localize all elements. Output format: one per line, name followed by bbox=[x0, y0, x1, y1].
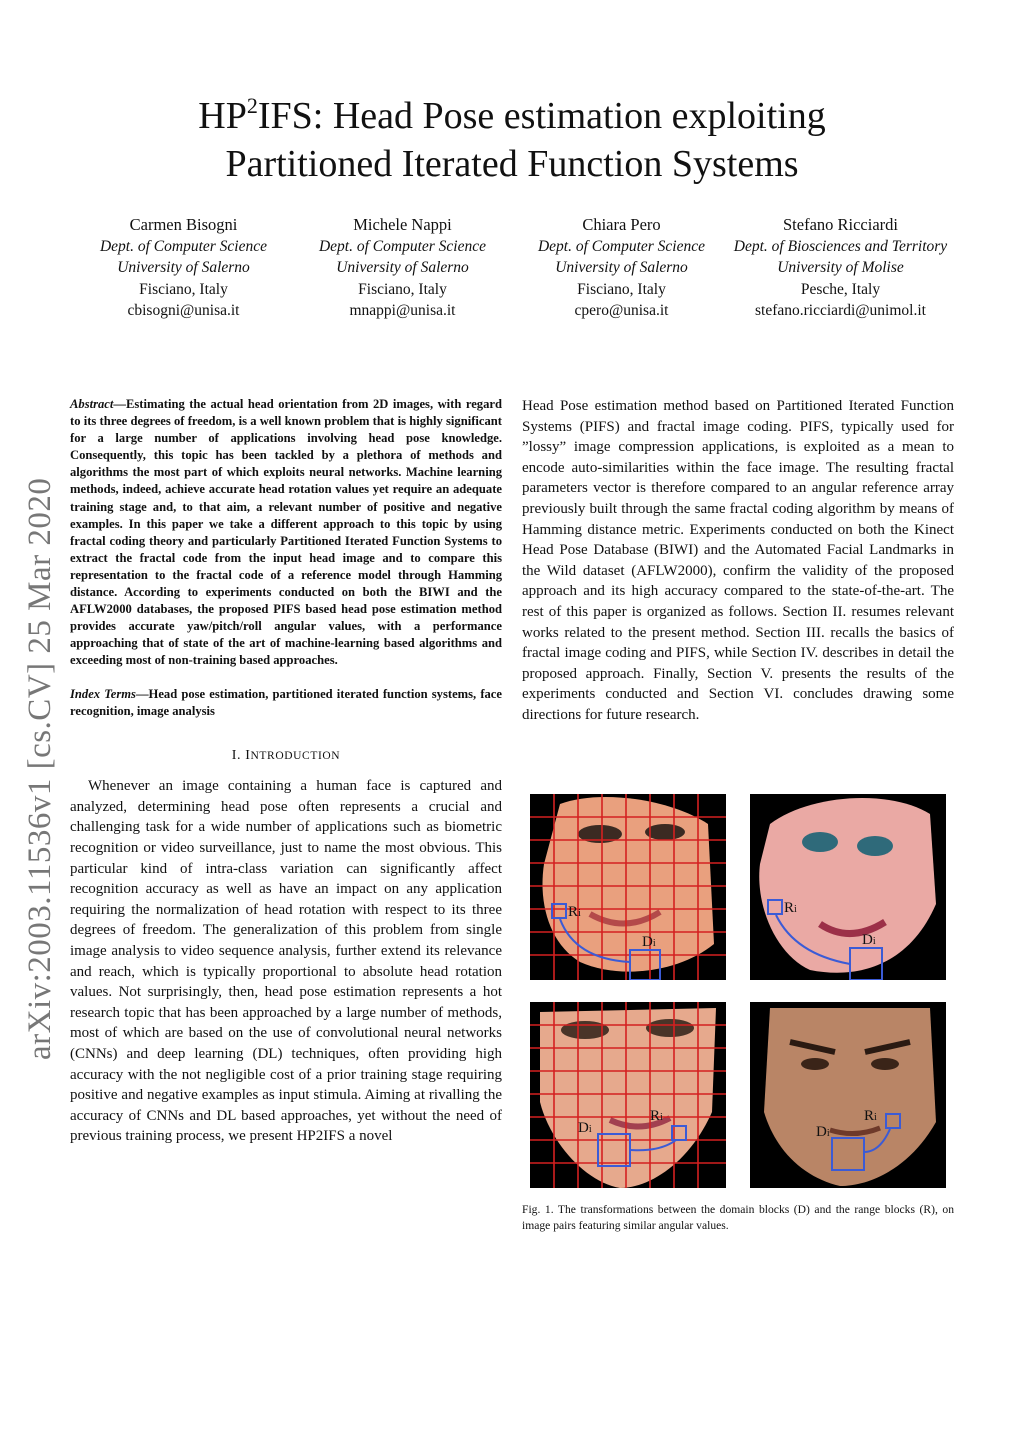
figure-panel-3 bbox=[530, 1002, 726, 1188]
face-image bbox=[543, 797, 715, 972]
title-line2: Partitioned Iterated Function Systems bbox=[225, 143, 799, 185]
author-dept: Dept. of Biosciences and Territory bbox=[733, 237, 948, 255]
label-r: R bbox=[568, 904, 579, 920]
label-sub: i bbox=[872, 936, 876, 947]
intro-paragraph: Whenever an image containing a human face is captured and analyzed, determining head pose often represents a crucial and challenging task for a wide number of applications such as biometric recognition or video surveillance, just to name the most obvious. This particular kind of intra-class variation can significantly affect recognition accuracy as well as have an impact on any application requiring the normalization of head rotation with respect to its three degrees of freedom. The generalization of this problem from single image analysis to video sequence analysis, further extend its relevance and reach, which is typically proportional to absolute head rotation values. Not surprisingly, then, head pose estimation represents a hot research topic that has been approached by a large number of methods, most of which are based on the use of convolutional neural networks (CNNs) and deep learning (DL) techniques, often providing high accuracy with the not negligible cost of a prior training stage requiring positive and negative examples as input stimula. Aiming at rivalling the accuracy of CNNs and DL based approaches, yet without the need of previous training process, we present HP2IFS a novel bbox=[70, 778, 502, 1145]
author-email: cbisogni@unisa.it bbox=[127, 302, 240, 319]
right-column bbox=[522, 396, 954, 726]
author-email: stefano.ricciardi@unimol.it bbox=[755, 302, 926, 319]
author-location: Fisciano, Italy bbox=[358, 280, 447, 298]
author-name: Michele Nappi bbox=[353, 215, 452, 234]
section-heading bbox=[70, 746, 502, 767]
label-sub: i bbox=[578, 908, 581, 919]
abstract bbox=[70, 396, 502, 670]
label-sub: i bbox=[826, 1128, 830, 1139]
author-location: Pesche, Italy bbox=[800, 280, 881, 298]
figure-caption: Fig. 1. The transformations between the domain blocks (D) and the range blocks (R), on image pairs featuring similar angular values. bbox=[522, 1203, 954, 1232]
title-superscript: 2 bbox=[246, 93, 258, 118]
label-d: D bbox=[862, 932, 873, 948]
figure-panel-2 bbox=[750, 794, 946, 980]
index-terms bbox=[70, 686, 502, 720]
author-1 bbox=[74, 214, 293, 322]
author-email: mnappi@unisa.it bbox=[349, 302, 456, 319]
author-name: Carmen Bisogni bbox=[129, 215, 238, 234]
label-d: D bbox=[578, 1120, 589, 1136]
section-numeral: I. I bbox=[231, 747, 251, 763]
intro-continuation: Head Pose estimation method based on Partitioned Iterated Function Systems (PIFS) and fractal image coding. PIFS, typically used for ”lossy” image compression applications, is exploited as a mean to encode auto-similarities within the face image. The resulting fractal parameters vector is therefore compared to an angular reference array previously built through the same fractal coding algorithm by means of Hamming distance metric. Experiments conducted on both the Kinect Head Pose Database (BIWI) and the Automated Facial Landmarks in the Wild dataset (AFLW2000), confirm the validity of the proposed approach and its high accuracy compared to the state-of-the-art. The rest of this paper is organized as follows. Section II. resumes relevant works related to the present method. Section III. recalls the basics of fractal image coding and PIFS, while Section IV. describes in detail the proposed approach. Finally, Section V. presents the results of the experiments conducted and Section VI. concludes drawing some directions for future research. bbox=[522, 398, 954, 723]
figure-panel-1 bbox=[530, 794, 726, 980]
face-image bbox=[764, 1008, 936, 1186]
author-block bbox=[74, 214, 950, 322]
index-terms-text: —Head pose estimation, partitioned iterated function systems, face recognition, image analysis bbox=[70, 686, 502, 718]
author-univ: University of Salerno bbox=[117, 259, 250, 276]
author-dept: Dept. of Computer Science bbox=[99, 237, 267, 255]
label-d: D bbox=[816, 1124, 827, 1140]
figure-panel-4 bbox=[750, 1002, 946, 1188]
author-univ: University of Salerno bbox=[336, 259, 469, 276]
author-2 bbox=[293, 214, 512, 322]
label-r: R bbox=[864, 1108, 875, 1124]
author-dept: Dept. of Computer Science bbox=[537, 237, 705, 255]
abstract-label: Abstract bbox=[70, 397, 114, 411]
face-image bbox=[759, 798, 936, 973]
author-4 bbox=[731, 214, 950, 322]
label-r: R bbox=[784, 900, 795, 916]
label-r: R bbox=[650, 1108, 661, 1124]
title-part1: HP bbox=[198, 95, 247, 137]
paper-title bbox=[100, 92, 924, 188]
author-name: Stefano Ricciardi bbox=[782, 215, 898, 234]
index-terms-label: Index Terms bbox=[70, 686, 136, 701]
author-email: cpero@unisa.it bbox=[574, 302, 669, 319]
label-sub: i bbox=[660, 1112, 663, 1123]
author-3 bbox=[512, 214, 731, 322]
label-sub: i bbox=[652, 938, 656, 949]
figure-1 bbox=[526, 792, 950, 1188]
author-location: Fisciano, Italy bbox=[139, 280, 228, 298]
label-d: D bbox=[642, 934, 653, 950]
label-sub: i bbox=[588, 1124, 592, 1135]
author-univ: University of Salerno bbox=[555, 259, 688, 276]
author-location: Fisciano, Italy bbox=[577, 280, 666, 298]
arxiv-side-label: arXiv:2003.11536v1 [cs.CV] 25 Mar 2020 bbox=[22, 477, 58, 1060]
section-title: NTRODUCTION bbox=[250, 749, 341, 762]
author-dept: Dept. of Computer Science bbox=[318, 237, 486, 255]
author-name: Chiara Pero bbox=[582, 215, 661, 234]
title-part2: IFS: Head Pose estimation exploiting bbox=[257, 95, 826, 137]
label-sub: i bbox=[794, 904, 797, 915]
label-sub: i bbox=[874, 1112, 877, 1123]
abstract-text: —Estimating the actual head orientation from 2D images, with regard to its three degrees of freedom, is a well known problem that is highly significant for a large number of applications involving head pose knowledge. Consequently, this topic has been tackled by a plethora of methods and algorithms the most part of which exploits neural networks. Machine learning methods, indeed, achieve accurate head rotation values yet require an adequate training stage and, to that aim, a relevant number of positive and negative examples. In this paper we take a different approach to this topic by using fractal coding theory and particularly Partitioned Iterated Function Systems to extract the fractal code from the input head image and to compare this representation to the fractal code of a reference model through Hamming distance. According to experiments conducted on both the BIWI and the AFLW2000 databases, the proposed PIFS based head pose estimation method provides accurate yaw/pitch/roll angular values, with a performance approaching that of state of the art of machine-learning based algorithms and exceeding most of non-training based approaches. bbox=[70, 397, 502, 668]
left-column bbox=[70, 396, 502, 1147]
author-univ: University of Molise bbox=[777, 259, 904, 276]
